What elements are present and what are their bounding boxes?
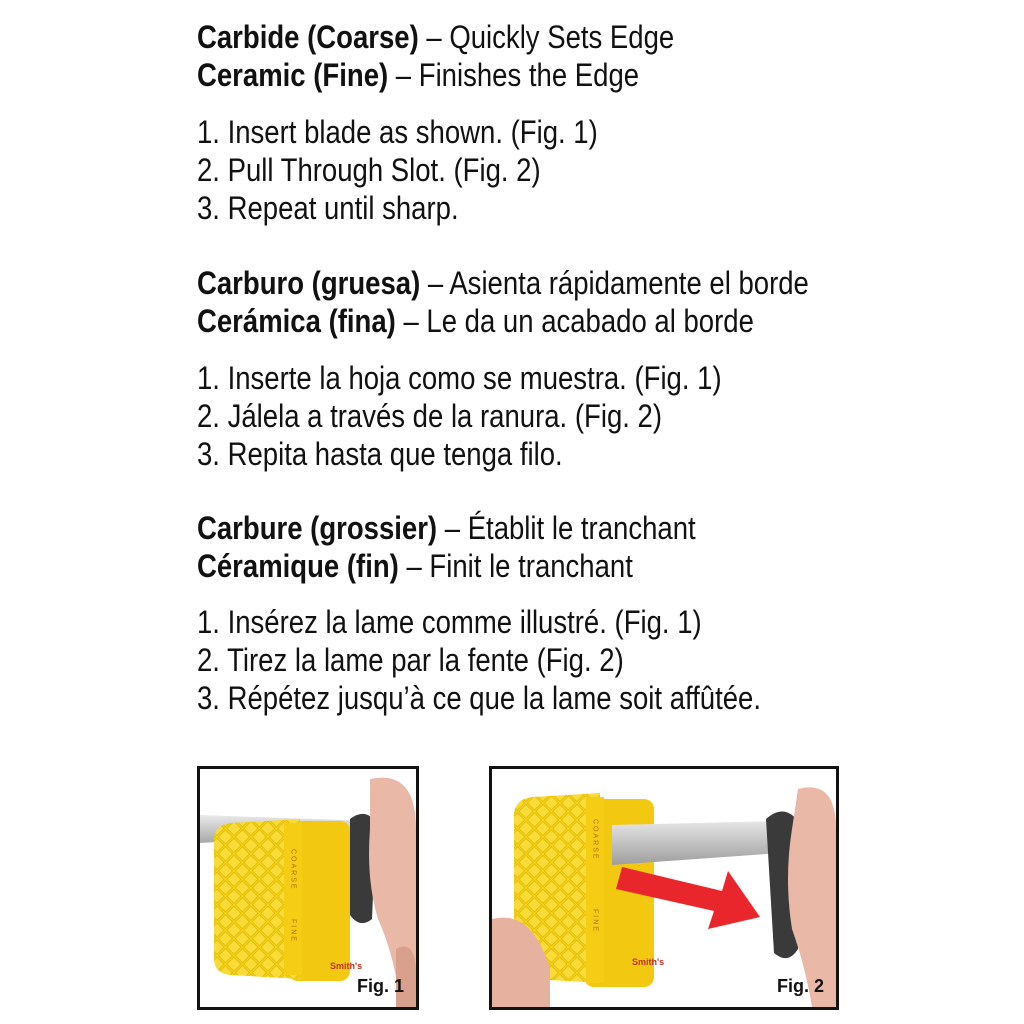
english-heading-ceramic — [197, 56, 885, 94]
hand — [788, 787, 836, 1007]
fine-label: FINE — [591, 909, 599, 933]
spanish-heading-ceramica-bold: Cerámica (fina) — [197, 303, 396, 339]
knife-blade — [612, 821, 780, 865]
figure-1 — [197, 766, 419, 1010]
spanish-step-3: 3. Repita hasta que tenga filo. — [197, 436, 563, 472]
fine-label: FINE — [289, 919, 297, 943]
english-step-2: 2. Pull Through Slot. (Fig. 2) — [197, 152, 541, 188]
spanish-heading-carburo-rest: – Asienta rápidamente el borde — [420, 265, 809, 301]
english-step-3: 3. Repeat until sharp. — [197, 190, 459, 226]
spanish-heading-ceramica — [197, 302, 885, 340]
spanish-steps — [197, 359, 885, 473]
english-headings — [197, 18, 885, 94]
english-heading-ceramic-rest: – Finishes the Edge — [388, 57, 640, 93]
french-heading-carbure — [197, 509, 885, 547]
brand-label: Smith's — [330, 961, 363, 971]
spanish-step-1: 1. Inserte la hoja como se muestra. (Fig. 1) — [197, 360, 722, 396]
french-steps — [197, 603, 885, 717]
french-heading-carbure-bold: Carbure (grossier) — [197, 510, 438, 546]
french-heading-ceramique — [197, 547, 885, 585]
english-heading-ceramic-bold: Ceramic (Fine) — [197, 57, 389, 93]
coarse-label: COARSE — [289, 849, 297, 891]
figure-2 — [489, 766, 839, 1010]
brand-label: Smith's — [632, 957, 665, 967]
spanish-heading-carburo — [197, 264, 885, 302]
french-step-3: 3. Répétez jusqu’à ce que la lame soit affûtée. — [197, 680, 762, 716]
figure-1-label: Fig. 1 — [356, 976, 404, 996]
coarse-label: COARSE — [591, 819, 599, 861]
spanish-heading-ceramica-rest: – Le da un acabado al borde — [395, 303, 754, 339]
figure-2-illustration — [492, 769, 836, 1007]
spanish-headings — [197, 264, 885, 340]
english-heading-carbide-bold: Carbide (Coarse) — [197, 19, 419, 55]
french-headings — [197, 509, 885, 585]
french-step-1: 1. Insérez la lame comme illustré. (Fig. 1) — [197, 604, 702, 640]
english-step-1: 1. Insert blade as shown. (Fig. 1) — [197, 114, 598, 150]
french-heading-carbure-rest: – Établit le tranchant — [437, 510, 696, 546]
english-heading-carbide-rest: – Quickly Sets Edge — [418, 19, 675, 55]
french-heading-ceramique-bold: Céramique (fin) — [197, 548, 399, 584]
english-heading-carbide — [197, 18, 885, 56]
figure-2-label: Fig. 2 — [776, 976, 824, 996]
spanish-step-2: 2. Jálela a través de la ranura. (Fig. 2) — [197, 398, 663, 434]
french-heading-ceramique-rest: – Finit le tranchant — [398, 548, 633, 584]
english-steps — [197, 113, 885, 227]
sharpener-label-strip — [284, 823, 302, 975]
french-step-2: 2. Tirez la lame par la fente (Fig. 2) — [197, 642, 624, 678]
spanish-heading-carburo-bold: Carburo (gruesa) — [197, 265, 421, 301]
figure-1-illustration — [200, 769, 416, 1007]
